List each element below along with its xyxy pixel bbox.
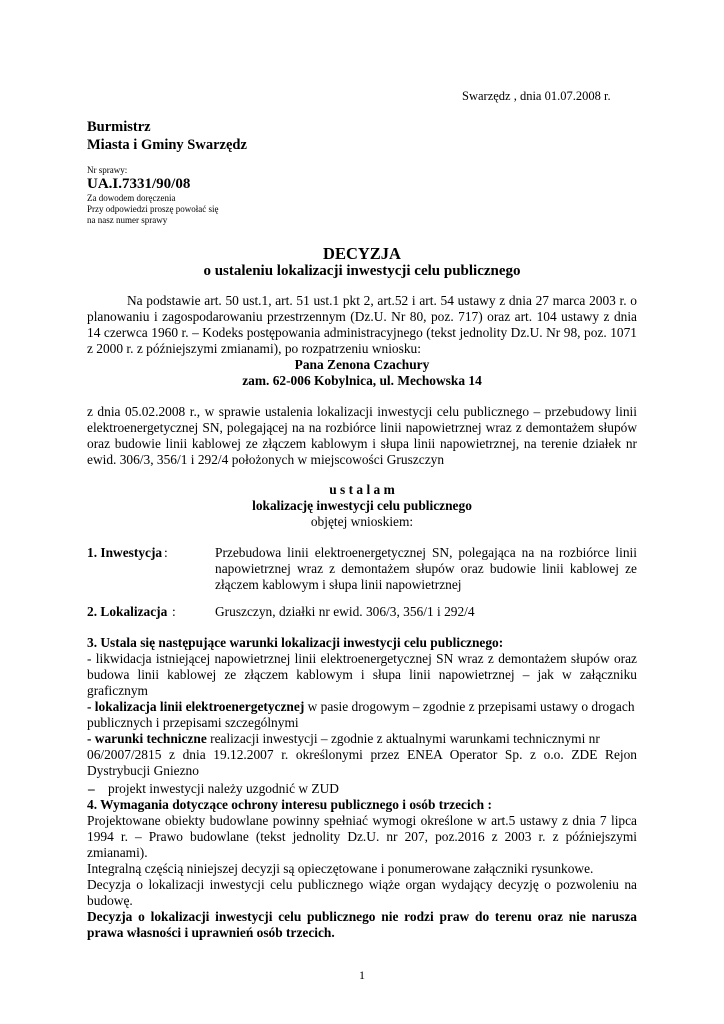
requirements-p1-line-3: zmianami).: [87, 845, 148, 860]
requirements-p2: Integralną częścią niniejszej decyzji są opieczętowane i ponumerowane załączniki rysunkowe.: [87, 861, 594, 876]
preamble-line-1: Na podstawie art. 50 ust.1, art. 51 ust.1 pkt 2, art.52 i art. 54 ustawy z dnia 27 marca 2003 r. o: [127, 293, 637, 308]
case-note-1: Za dowodem doręczenia: [87, 193, 176, 203]
conditions-p3-bold: - warunki techniczne: [87, 731, 207, 746]
location-colon: :: [172, 604, 176, 619]
conditions-bullet-dash: –: [88, 781, 95, 796]
applicant-address: zam. 62-006 Kobylnica, ul. Mechowska 14: [242, 373, 482, 388]
request-line-1: z dnia 05.02.2008 r., w sprawie ustalenia lokalizacji inwestycji celu publicznego – przebudowy linii: [87, 404, 637, 419]
decision-object: lokalizację inwestycji celu publicznego: [252, 498, 472, 513]
place-date: Swarzędz , dnia 01.07.2008 r.: [462, 89, 611, 103]
page-number: 1: [359, 968, 365, 982]
applicant-name: Pana Zenona Czachury: [294, 357, 430, 372]
case-number: UA.I.7331/90/08: [87, 176, 191, 192]
issuer-line-1: Burmistrz: [87, 119, 151, 135]
case-label: Nr sprawy:: [87, 165, 128, 175]
requirements-p4-line-2: prawa własności i uprawnień osób trzecich.: [87, 925, 335, 940]
request-line-3: oraz budowie linii kablowej ze złączem kablowym i słupa linii napowietrznej, na terenie działek nr: [87, 436, 637, 451]
decision-word: u s t a l a m: [329, 482, 395, 497]
request-line-2: elektroenergetycznej SN, polegającej na na rozbiórce linii napowietrznej wraz z demontażem słupów: [87, 420, 637, 435]
requirements-p3-line-2: budowę.: [87, 893, 133, 908]
conditions-p1-line-3: graficznym: [87, 683, 148, 698]
requirements-heading: 4. Wymagania dotyczące ochrony interesu publicznego i osób trzecich :: [87, 797, 492, 812]
requirements-p4-line-1: Decyzja o lokalizacji inwestycji celu publicznego nie rodzi praw do terenu oraz nie narusza: [87, 909, 637, 924]
conditions-p2-line-1: [87, 699, 637, 715]
location-label: 2. Lokalizacja: [87, 604, 168, 619]
investment-label: 1. Inwestycja: [87, 545, 163, 560]
conditions-p3-line-3: Dystrybucji Gniezno: [87, 763, 199, 778]
requirements-p3-line-1: Decyzja o lokalizacji inwestycji celu publicznego wiąże organ wydający decyzję o pozwoleniu na: [87, 877, 637, 892]
conditions-p3-rest: realizacji inwestycji – zgodnie z aktualnymi warunkami technicznymi nr: [206, 731, 600, 746]
decision-subject: objętej wnioskiem:: [310, 514, 414, 529]
investment-line-2: napowietrznej wraz z demontażem słupów oraz budowie linii kablowej ze: [215, 561, 637, 576]
location-value: Gruszczyn, działki nr ewid. 306/3, 356/1 i 292/4: [215, 604, 475, 619]
conditions-heading: 3. Ustala się następujące warunki lokalizacji inwestycji celu publicznego:: [87, 635, 504, 650]
preamble-line-2: planowaniu i zagospodarowaniu przestrzennym (Dz.U. Nr 80, poz. 717) oraz art. 104 ustawy z dnia: [87, 309, 637, 324]
conditions-p2-line-2: publicznych i przepisami szczególnymi: [87, 715, 299, 730]
requirements-p1-line-2: 1994 r. – Prawo budowlane (tekst jednolity Dz.U. nr 207, poz.2016 z 2003 r. z późniejszymi: [87, 829, 637, 844]
decision-subtitle: o ustaleniu lokalizacji inwestycji celu publicznego: [203, 263, 521, 279]
investment-colon: :: [164, 545, 168, 560]
conditions-p2-bold: - lokalizacja linii elektroenergetycznej: [87, 699, 305, 714]
investment-line-3: złączem kablowym i słupa linii napowietrznej: [215, 577, 462, 592]
conditions-p3-line-2: 06/2007/2815 z dnia 19.12.2007 r. określonymi przez ENEA Operator Sp. z o.o. ZDE Rejon: [87, 747, 637, 762]
request-line-4: ewid. 306/3, 356/1 i 292/4 położonych w miejscowości Gruszczyn: [87, 452, 445, 467]
conditions-p1-line-1: - likwidacja istniejącej napowietrznej linii elektroenergetycznej SN wraz z demontażem słupów oraz: [87, 651, 637, 666]
investment-line-1: Przebudowa linii elektroenergetycznej SN, polegająca na na rozbiórce linii: [215, 545, 637, 560]
conditions-p3-line-1: [87, 731, 637, 747]
preamble-line-3: 14 czerwca 1960 r. – Kodeks postępowania administracyjnego (tekst jednolity Dz.U. Nr 98, poz. 1071: [87, 325, 637, 340]
conditions-p1-line-2: budowa linii kablowej ze złączem kablowym i słupa linii napowietrznej – jak w załączniku: [87, 667, 637, 682]
conditions-bullet-text: projekt inwestycji należy uzgodnić w ZUD: [108, 781, 339, 796]
case-note-2: Przy odpowiedzi proszę powołać się: [87, 204, 219, 214]
case-note-3: na nasz numer sprawy: [87, 215, 168, 225]
requirements-p1-line-1: Projektowane obiekty budowlane powinny spełniać wymogi określone w art.5 ustawy z dnia 7 lipca: [87, 813, 637, 828]
decision-title: DECYZJA: [323, 244, 401, 263]
preamble-line-4: z 2000 r. z późniejszymi zmianami), po rozpatrzeniu wniosku:: [87, 341, 421, 356]
conditions-p2-rest: w pasie drogowym – zgodnie z przepisami ustawy o drogach: [304, 699, 635, 714]
issuer-line-2: Miasta i Gminy Swarzędz: [87, 137, 247, 153]
